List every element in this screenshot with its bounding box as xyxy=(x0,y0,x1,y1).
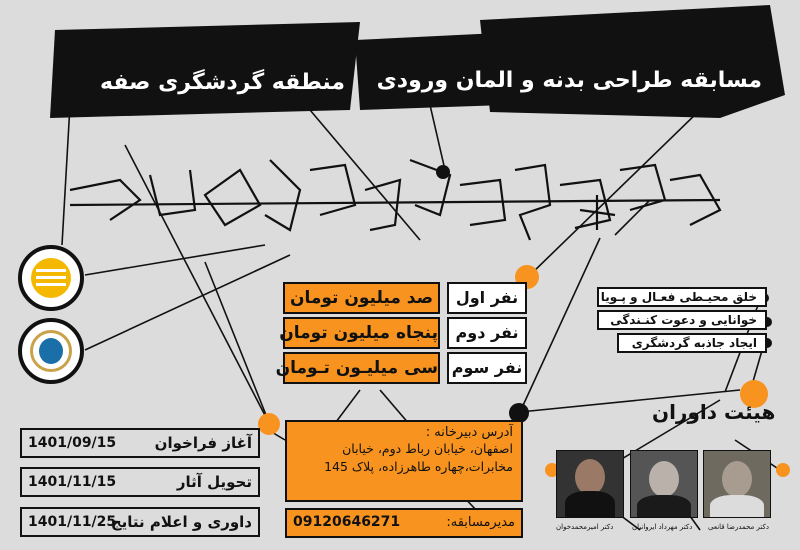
date-label: داوری و اعلام نتایج xyxy=(110,513,252,531)
prize-amount-3: سی میلیـون تـومان xyxy=(283,352,440,384)
manager-phone: 09120646271 xyxy=(293,514,401,530)
connector-dot xyxy=(436,165,450,179)
headline-bubble-right xyxy=(480,5,785,118)
date-row-submission xyxy=(20,467,260,497)
accent-dot xyxy=(776,463,790,477)
title-art-label xyxy=(0,0,1,1)
jury-name-3: دکتر محمدرضا قانعی xyxy=(708,523,769,531)
headline-line1-a: مسابقه طراحی بدنه و المان ورودی xyxy=(376,68,762,93)
feature-item: خوانایی و دعوت کنـندگی xyxy=(597,310,767,330)
feature-item: خلق محیـطی فعـال و پـویا xyxy=(597,287,767,307)
prize-amount-1: صد میلیون تومان xyxy=(283,282,440,314)
jury-name-2: دکتر مهرداد ایروانیان xyxy=(632,523,693,531)
address-box xyxy=(285,420,523,502)
accent-dot xyxy=(258,413,280,435)
headline-line2: منطقه گردشگری صفه xyxy=(99,70,345,95)
logo-organization xyxy=(18,318,84,384)
prize-amount-2: پنجاه میلیون تومان xyxy=(283,317,440,349)
date-value: 1401/11/15 xyxy=(28,474,117,490)
manager-label: مدیرمسابقه: xyxy=(446,515,515,530)
date-label: آغاز فراخوان xyxy=(154,434,252,452)
jury-name-1: دکتر امیرمحمدخوان xyxy=(556,523,614,531)
manager-box xyxy=(285,508,523,538)
date-row-results xyxy=(20,507,260,537)
address-body: اصفهان، خیابان رباط دوم، خیابان مخابرات،چهاره طاهرزاده، پلاک 145 xyxy=(324,441,513,474)
logo-isfahan-municipality xyxy=(18,245,84,311)
prize-place-3: نفر سوم xyxy=(447,352,527,384)
address-title: آدرس دبیرخانه : xyxy=(425,425,513,440)
jury-photo-3 xyxy=(703,450,771,518)
prize-place-1: نفر اول xyxy=(447,282,527,314)
date-value: 1401/09/15 xyxy=(28,435,117,451)
jury-photo-1 xyxy=(556,450,624,518)
date-value: 1401/11/25 xyxy=(28,514,117,530)
date-row-start xyxy=(20,428,260,458)
jury-title: هیئت داوران xyxy=(652,400,776,424)
jury-photo-2 xyxy=(630,450,698,518)
feature-item: ایجاد جاذبه گردشگری xyxy=(617,333,767,353)
prize-place-2: نفر دوم xyxy=(447,317,527,349)
date-label: تحویل آثار xyxy=(176,473,252,491)
